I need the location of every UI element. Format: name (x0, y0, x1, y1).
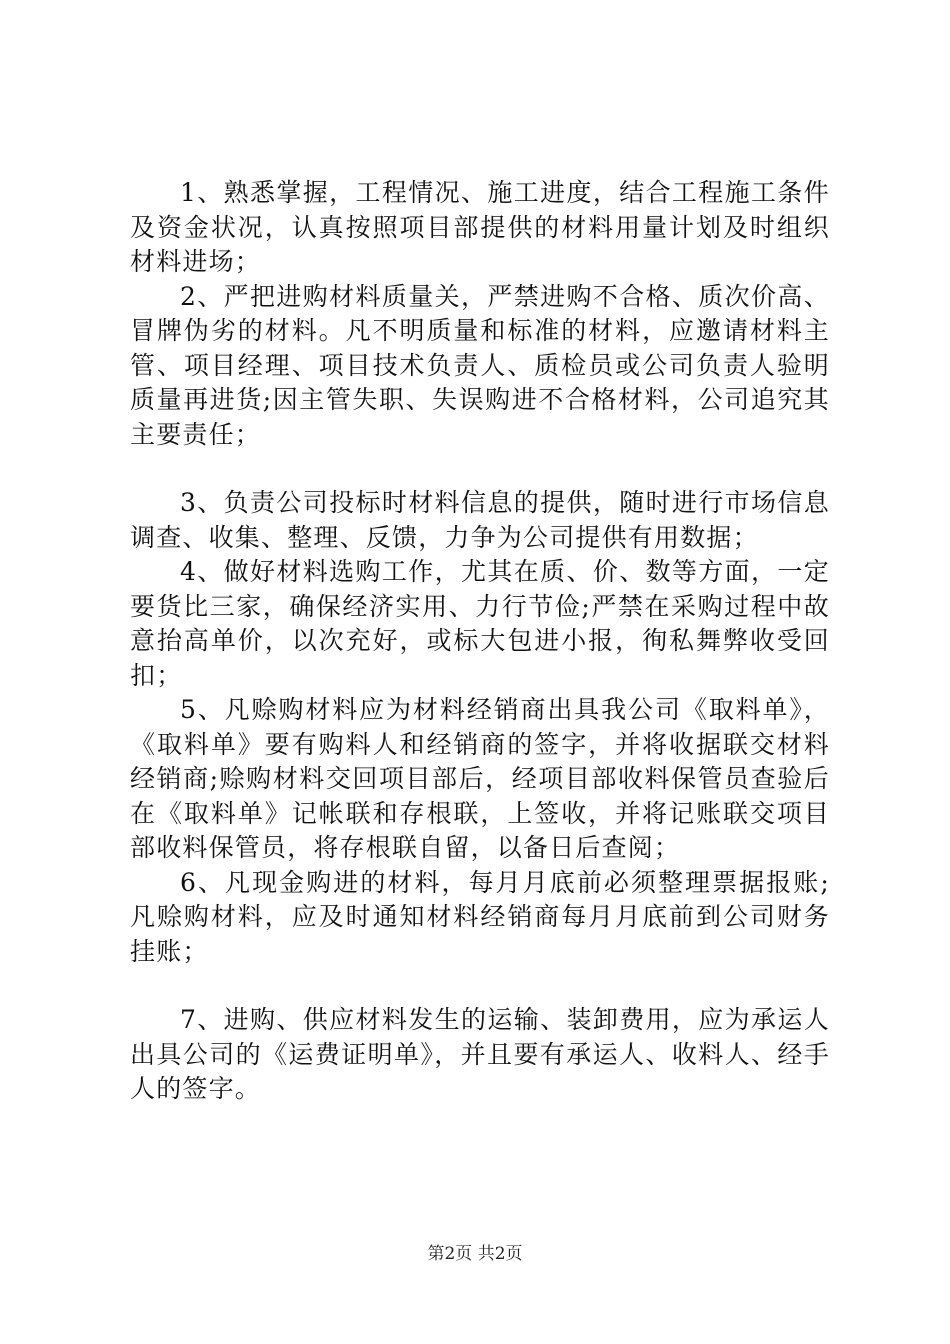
paragraph-spacer (130, 969, 830, 1003)
document-body (130, 176, 830, 1107)
paragraph-4: 4、做好材料选购工作，尤其在质、价、数等方面，一定要货比三家，确保经济实用、力行节俭;严禁在采购过程中故意抬高单价，以次充好，或标大包进小报，徇私舞弊收受回扣； (130, 557, 830, 690)
paragraph-1: 1、熟悉掌握，工程情况、施工进度，结合工程施工条件及资金状况，认真按照项目部提供的材料用量计划及时组织材料进场； (130, 178, 830, 276)
paragraph-spacer (130, 452, 830, 486)
paragraph-6: 6、凡现金购进的材料，每月月底前必须整理票据报账;凡赊购材料，应及时通知材料经销商每月月底前到公司财务挂账； (130, 867, 830, 966)
paragraph-3: 3、负责公司投标时材料信息的提供，随时进行市场信息调查、收集、整理、反馈，力争为公司提供有用数据； (130, 488, 830, 552)
paragraph-5: 5、凡赊购材料应为材料经销商出具我公司《取料单》，《取料单》要有购料人和经销商的签字，并将收据联交材料经销商;赊购材料交回项目部后，经项目部收料保管员查验后在《取料单》记帐联和存根联，上签收，并将记账联交项目部收料保管员，将存根联自留，以备日后查阅； (130, 695, 830, 862)
paragraph-2: 2、严把进购材料质量关，严禁进购不合格、质次价高、冒牌伪劣的材料。凡不明质量和标准的材料，应邀请材料主管、项目经理、项目技术负责人、质检员或公司负责人验明质量再进货;因主管失职、失误购进不合格材料，公司追究其主要责任； (130, 281, 830, 449)
page-footer: 第2页 共2页 (427, 1244, 523, 1264)
paragraph-7: 7、进购、供应材料发生的运输、装卸费用，应为承运人出具公司的《运费证明单》，并且要有承运人、收料人、经手人的签字。 (130, 1005, 830, 1103)
